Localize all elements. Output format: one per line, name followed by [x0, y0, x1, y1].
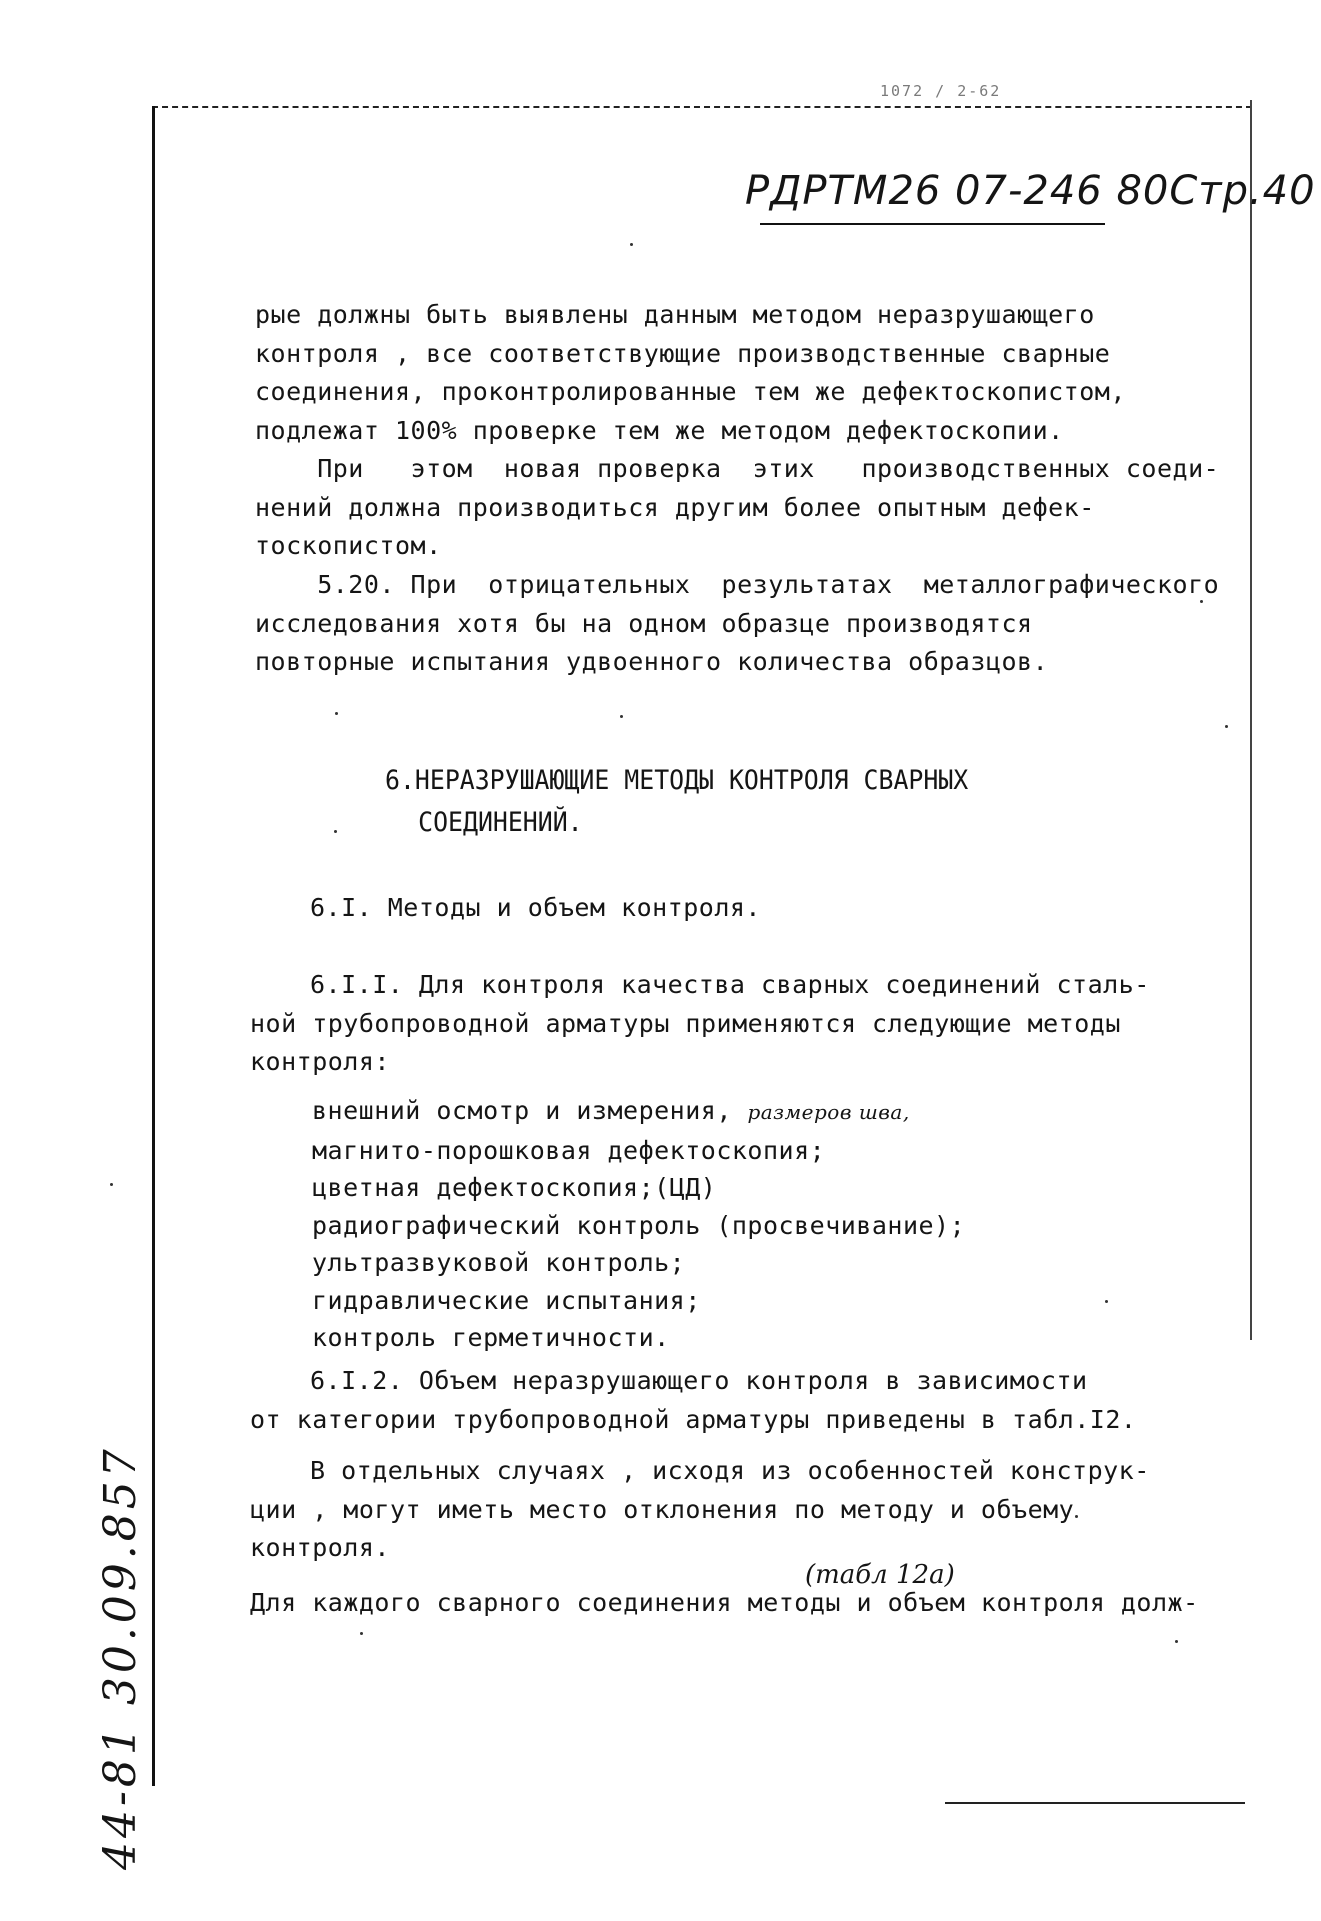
text-line: контроля , все соответствующие производственные сварные [255, 338, 1111, 368]
text-line: ции , могут иметь место отклонения по методу и объему [250, 1494, 1075, 1524]
handwritten-table-reference: (табл 12а) [805, 1560, 955, 1590]
list-item: магнито-порошковая дефектоскопия; [312, 1135, 826, 1165]
paragraph-new-inspection [255, 450, 1220, 566]
text-line: рые должны быть выявлены данным методом неразрушающего [255, 300, 1095, 329]
list-item: контроль герметичности. [312, 1323, 670, 1352]
text-line: тоскопистом. [255, 531, 442, 560]
scan-speck [1225, 725, 1228, 728]
text-line: соединения, проконтролированные тем же дефектоскопистом, [255, 377, 1126, 406]
scan-speck [1200, 600, 1203, 603]
header-underline [760, 223, 1105, 225]
text-line: от категории трубопроводной арматуры приведены в табл.I2. [250, 1404, 1137, 1434]
text-line: ной трубопроводной арматуры применяются следующие методы [250, 1008, 1121, 1038]
section-heading-6 [385, 760, 968, 844]
text-line: контроля: [250, 1047, 390, 1076]
scan-speck [360, 1632, 363, 1635]
list-item [312, 1092, 1272, 1132]
list-item-text: внешний осмотр и измерения, [312, 1096, 732, 1125]
subsection-6-1-title: 6.I. Методы и объем контроля. [310, 893, 761, 922]
paragraph-6-1-1 [250, 966, 1210, 1082]
page-frame-bottom [945, 1802, 1245, 1804]
archive-stamp: 1072 / 2-62 [880, 82, 1002, 100]
handwritten-addition: размеров шва, [747, 1100, 910, 1124]
text-line: 6.I.I. Для контроля качества сварных соединений сталь- [310, 970, 1150, 999]
text-line: В отдельных случаях , исходя из особенностей конструк- [310, 1456, 1150, 1485]
paragraph-6-1-2 [250, 1362, 1210, 1439]
section-heading-line: 6.НЕРАЗРУШАЮЩИЕ МЕТОДЫ КОНТРОЛЯ СВАРНЫХ [385, 765, 969, 796]
scan-speck [630, 243, 633, 246]
list-item: гидравлические испытания; [312, 1285, 701, 1315]
page-frame-left [152, 106, 155, 1786]
scan-speck [1105, 1300, 1108, 1303]
handwritten-margin-note: 44-81 30.09.857 [95, 1445, 146, 1870]
text-line: 6.I.2. Объем неразрушающего контроля в зависимости [310, 1366, 1088, 1395]
list-item: цветная дефектоскопия;(ЦД) [312, 1173, 717, 1202]
document-code-header: РДРТМ26 07-246 80Стр.40 [745, 168, 1316, 214]
scan-speck [335, 712, 338, 715]
scan-speck [1175, 1640, 1178, 1643]
text-line: исследования хотя бы на одном образце производятся [255, 608, 1033, 638]
page-frame-top [152, 106, 1252, 108]
paragraph-individual-cases [250, 1452, 1210, 1568]
text-line: нений должна производиться другим более опытным дефек- [255, 492, 1095, 522]
paragraph-ndt-requirement [255, 296, 1215, 450]
scan-speck [1075, 1515, 1078, 1518]
text-line: подлежат 100% проверке тем же методом дефектоскопии. [255, 415, 1064, 445]
scan-speck [334, 830, 337, 833]
scan-speck [620, 715, 623, 718]
text-line: контроля. [250, 1533, 390, 1562]
last-text-line: Для каждого сварного соединения методы и объем контроля долж- [250, 1588, 1199, 1617]
list-item: ультразвуковой контроль; [312, 1248, 686, 1277]
list-item: радиографический контроль (просвечивание); [312, 1210, 966, 1240]
text-line: 5.20. При отрицательных результатах металлографического [255, 570, 1220, 599]
text-line: повторные испытания удвоенного количества образцов. [255, 647, 1049, 676]
paragraph-5-20 [255, 566, 1220, 682]
methods-list [312, 1092, 1272, 1357]
text-line: При этом новая проверка этих производственных соеди- [255, 454, 1220, 483]
section-heading-line: СОЕДИНЕНИЙ. [418, 807, 583, 838]
scan-speck [110, 1183, 113, 1186]
